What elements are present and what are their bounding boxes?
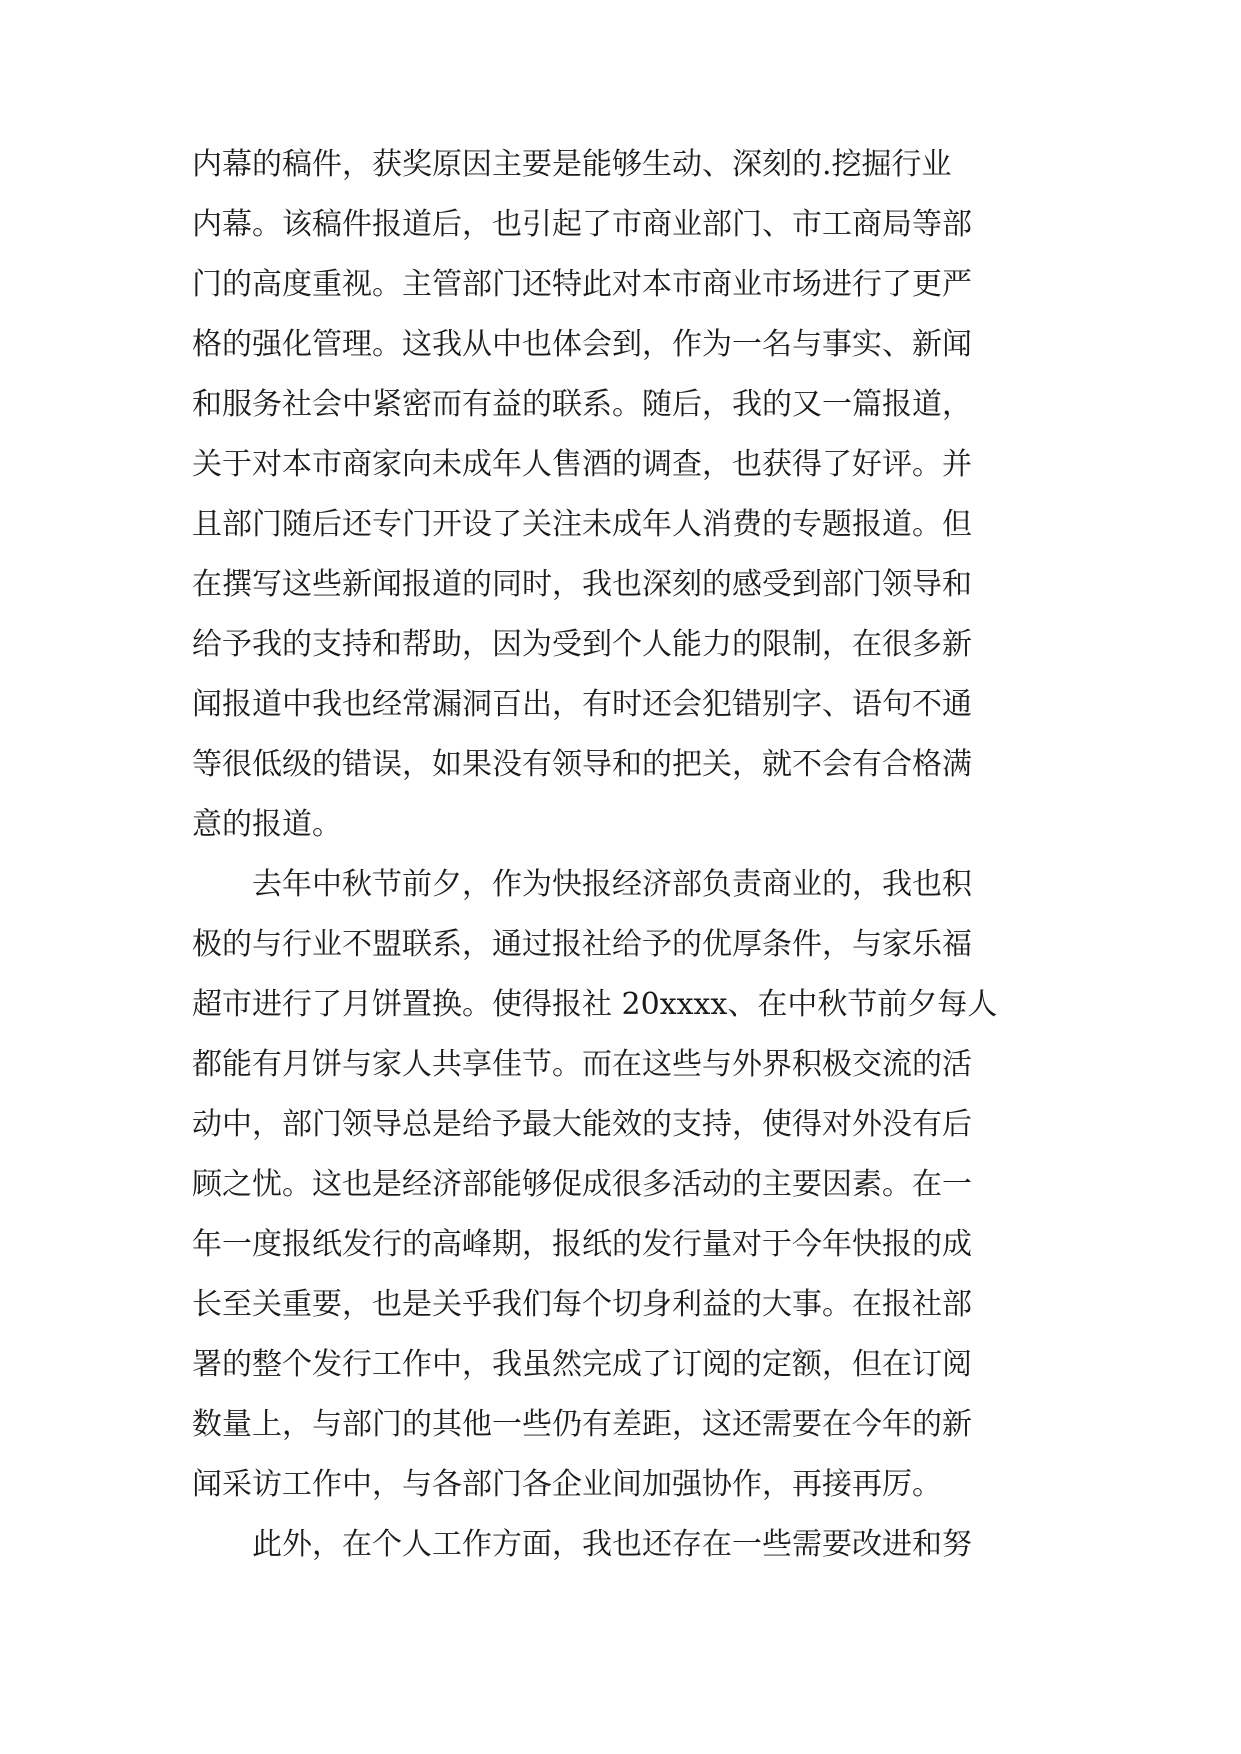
text-line: 闻报道中我也经常漏洞百出，有时还会犯错别字、语句不通 bbox=[192, 687, 972, 722]
text-line: 关于对本市商家向未成年人售酒的调查，也获得了好评。并 bbox=[192, 447, 972, 482]
text-line: 闻采访工作中，与各部门各企业间加强协作，再接再厉。 bbox=[192, 1467, 942, 1502]
text-line: 顾之忧。这也是经济部能够促成很多活动的主要因素。在一 bbox=[192, 1167, 972, 1202]
text-line: 在撰写这些新闻报道的同时，我也深刻的感受到部门领导和 bbox=[192, 567, 972, 602]
text-line: 内幕的稿件，获奖原因主要是能够生动、深刻的.挖掘行业 bbox=[192, 147, 952, 182]
text-line: 意的报道。 bbox=[192, 807, 342, 842]
text-line: 门的高度重视。主管部门还特此对本市商业市场进行了更严 bbox=[192, 267, 972, 302]
text-line: 长至关重要，也是关乎我们每个切身利益的大事。在报社部 bbox=[192, 1287, 972, 1322]
text-line: 给予我的支持和帮助，因为受到个人能力的限制，在很多新 bbox=[192, 627, 972, 662]
text-line: 数量上，与部门的其他一些仍有差距，这还需要在今年的新 bbox=[192, 1407, 972, 1442]
text-line: 等很低级的错误，如果没有领导和的把关，就不会有合格满 bbox=[192, 747, 972, 782]
text-line: 超市进行了月饼置换。使得报社 20xxxx、在中秋节前夕每人 bbox=[192, 987, 998, 1022]
text-line: 格的强化管理。这我从中也体会到，作为一名与事实、新闻 bbox=[192, 327, 972, 362]
text-line: 内幕。该稿件报道后，也引起了市商业部门、市工商局等部 bbox=[192, 207, 972, 242]
paragraph-start-line: 去年中秋节前夕，作为快报经济部负责商业的，我也积 bbox=[192, 867, 972, 902]
text-line: 署的整个发行工作中，我虽然完成了订阅的定额，但在订阅 bbox=[192, 1347, 972, 1382]
text-line: 动中，部门领导总是给予最大能效的支持，使得对外没有后 bbox=[192, 1107, 972, 1142]
text-line: 都能有月饼与家人共享佳节。而在这些与外界积极交流的活 bbox=[192, 1047, 972, 1082]
text-line: 和服务社会中紧密而有益的联系。随后，我的又一篇报道， bbox=[192, 387, 972, 422]
text-line: 极的与行业不盟联系，通过报社给予的优厚条件，与家乐福 bbox=[192, 927, 972, 962]
text-line: 且部门随后还专门开设了关注未成年人消费的专题报道。但 bbox=[192, 507, 972, 542]
paragraph-start-line: 此外，在个人工作方面，我也还存在一些需要改进和努 bbox=[192, 1527, 972, 1562]
text-line: 年一度报纸发行的高峰期，报纸的发行量对于今年快报的成 bbox=[192, 1227, 972, 1262]
